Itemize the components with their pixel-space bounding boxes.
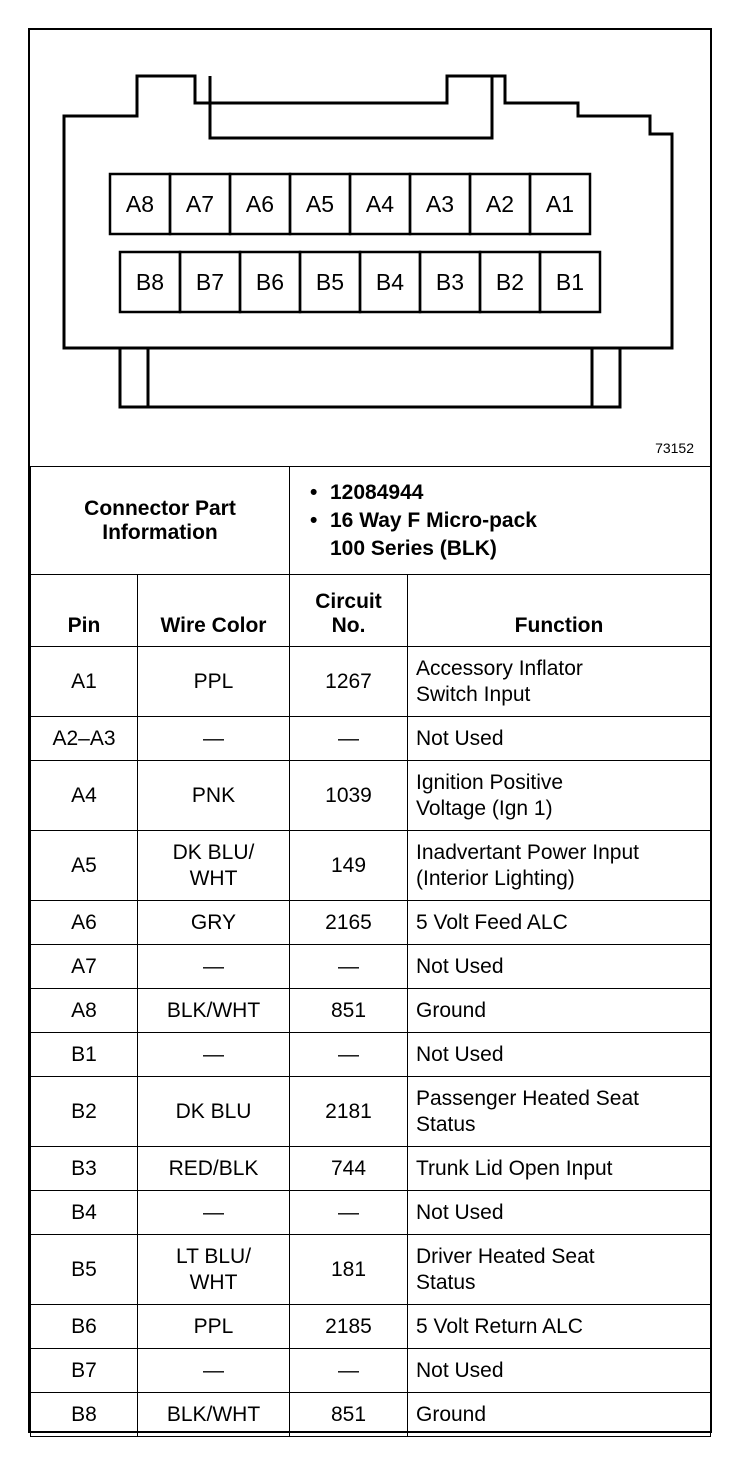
pin-label-b2: B2 (495, 269, 525, 295)
pin-cell: B6 (31, 1305, 138, 1349)
circuit-cell: 1267 (290, 647, 408, 717)
table-row (31, 1191, 711, 1235)
wire-color-cell: PPL (138, 1305, 290, 1349)
wire-color-cell: BLK/WHT (138, 989, 290, 1033)
pin-label-a8: A8 (125, 191, 155, 217)
function-cell: Ignition Positive Voltage (Ign 1) (408, 761, 711, 831)
function-cell: Not Used (408, 1033, 711, 1077)
function-cell: Not Used (408, 945, 711, 989)
function-cell: Ground (408, 1393, 711, 1437)
function-cell: 5 Volt Feed ALC (408, 901, 711, 945)
wire-color-cell: — (138, 1349, 290, 1393)
circuit-cell: 851 (290, 1393, 408, 1437)
connector-type: • 16 Way F Micro-pack 100 Series (BLK) (330, 507, 702, 563)
table-row (31, 945, 711, 989)
wire-color-cell: — (138, 717, 290, 761)
pin-row-b (120, 252, 600, 312)
circuit-cell: — (290, 945, 408, 989)
wire-color-cell: — (138, 1191, 290, 1235)
pin-label-a6: A6 (245, 191, 275, 217)
pin-cell: B1 (31, 1033, 138, 1077)
header-pin: Pin (31, 575, 138, 647)
connector-info-row (31, 467, 711, 575)
pin-cell: B7 (31, 1349, 138, 1393)
circuit-cell: 149 (290, 831, 408, 901)
circuit-cell: 2181 (290, 1077, 408, 1147)
table-row (31, 1393, 711, 1437)
header-function: Function (408, 575, 711, 647)
wire-color-cell: BLK/WHT (138, 1393, 290, 1437)
pin-cell: A8 (31, 989, 138, 1033)
wire-color-cell: LT BLU/ WHT (138, 1235, 290, 1305)
pin-cell: A5 (31, 831, 138, 901)
table-row (31, 989, 711, 1033)
circuit-cell: — (290, 1033, 408, 1077)
function-cell: Not Used (408, 1191, 711, 1235)
pin-cell: A7 (31, 945, 138, 989)
pin-cell: B3 (31, 1147, 138, 1191)
pin-label-b4: B4 (375, 269, 405, 295)
pin-cell: B4 (31, 1191, 138, 1235)
circuit-cell: 1039 (290, 761, 408, 831)
wire-color-cell: RED/BLK (138, 1147, 290, 1191)
pin-label-b5: B5 (315, 269, 345, 295)
table-row (31, 1033, 711, 1077)
wire-color-cell: PPL (138, 647, 290, 717)
wire-color-cell: DK BLU/ WHT (138, 831, 290, 901)
circuit-cell: 851 (290, 989, 408, 1033)
table-row (31, 1077, 711, 1147)
pin-label-b7: B7 (195, 269, 225, 295)
pin-label-b8: B8 (135, 269, 165, 295)
function-cell: Ground (408, 989, 711, 1033)
function-cell: Driver Heated Seat Status (408, 1235, 711, 1305)
pin-label-a3: A3 (425, 191, 455, 217)
pin-label-a7: A7 (185, 191, 215, 217)
figure-id: 73152 (655, 440, 694, 456)
circuit-cell: 2185 (290, 1305, 408, 1349)
wire-color-cell: — (138, 1033, 290, 1077)
header-circuit: Circuit No. (290, 575, 408, 647)
table-header (31, 575, 711, 647)
pin-label-b1: B1 (555, 269, 585, 295)
pin-cell: A2–A3 (31, 717, 138, 761)
connector-info-label: Connector Part Information (31, 467, 290, 575)
pin-label-a2: A2 (485, 191, 515, 217)
pin-cell: A6 (31, 901, 138, 945)
table-row (31, 1235, 711, 1305)
pin-label-b6: B6 (255, 269, 285, 295)
connector-sheet (28, 28, 712, 1433)
circuit-cell: — (290, 717, 408, 761)
circuit-cell: 744 (290, 1147, 408, 1191)
function-cell: Passenger Heated Seat Status (408, 1077, 711, 1147)
table-row (31, 761, 711, 831)
pin-label-a5: A5 (305, 191, 335, 217)
connector-diagram (30, 30, 710, 466)
circuit-cell: 181 (290, 1235, 408, 1305)
circuit-cell: — (290, 1191, 408, 1235)
pin-label-a4: A4 (365, 191, 395, 217)
circuit-cell: 2165 (290, 901, 408, 945)
table-row (31, 1147, 711, 1191)
wire-color-cell: PNK (138, 761, 290, 831)
function-cell: Not Used (408, 717, 711, 761)
pin-label-a1: A1 (545, 191, 575, 217)
part-number: • 12084944 (330, 479, 702, 507)
pin-row-a (110, 174, 590, 234)
wire-color-cell: GRY (138, 901, 290, 945)
pinout-table (30, 466, 711, 1437)
function-cell: Inadvertant Power Input (Interior Lighting) (408, 831, 711, 901)
table-row (31, 901, 711, 945)
function-cell: Accessory Inflator Switch Input (408, 647, 711, 717)
function-cell: Not Used (408, 1349, 711, 1393)
wire-color-cell: DK BLU (138, 1077, 290, 1147)
pin-cell: B8 (31, 1393, 138, 1437)
table-row (31, 647, 711, 717)
pin-cell: B5 (31, 1235, 138, 1305)
function-cell: Trunk Lid Open Input (408, 1147, 711, 1191)
wire-color-cell: — (138, 945, 290, 989)
circuit-cell: — (290, 1349, 408, 1393)
pin-cell: A1 (31, 647, 138, 717)
table-row (31, 717, 711, 761)
pin-label-b3: B3 (435, 269, 465, 295)
pin-cell: A4 (31, 761, 138, 831)
header-wire-color: Wire Color (138, 575, 290, 647)
connector-info-list (290, 467, 711, 575)
pin-cell: B2 (31, 1077, 138, 1147)
table-row (31, 1349, 711, 1393)
function-cell: 5 Volt Return ALC (408, 1305, 711, 1349)
table-row (31, 831, 711, 901)
table-row (31, 1305, 711, 1349)
